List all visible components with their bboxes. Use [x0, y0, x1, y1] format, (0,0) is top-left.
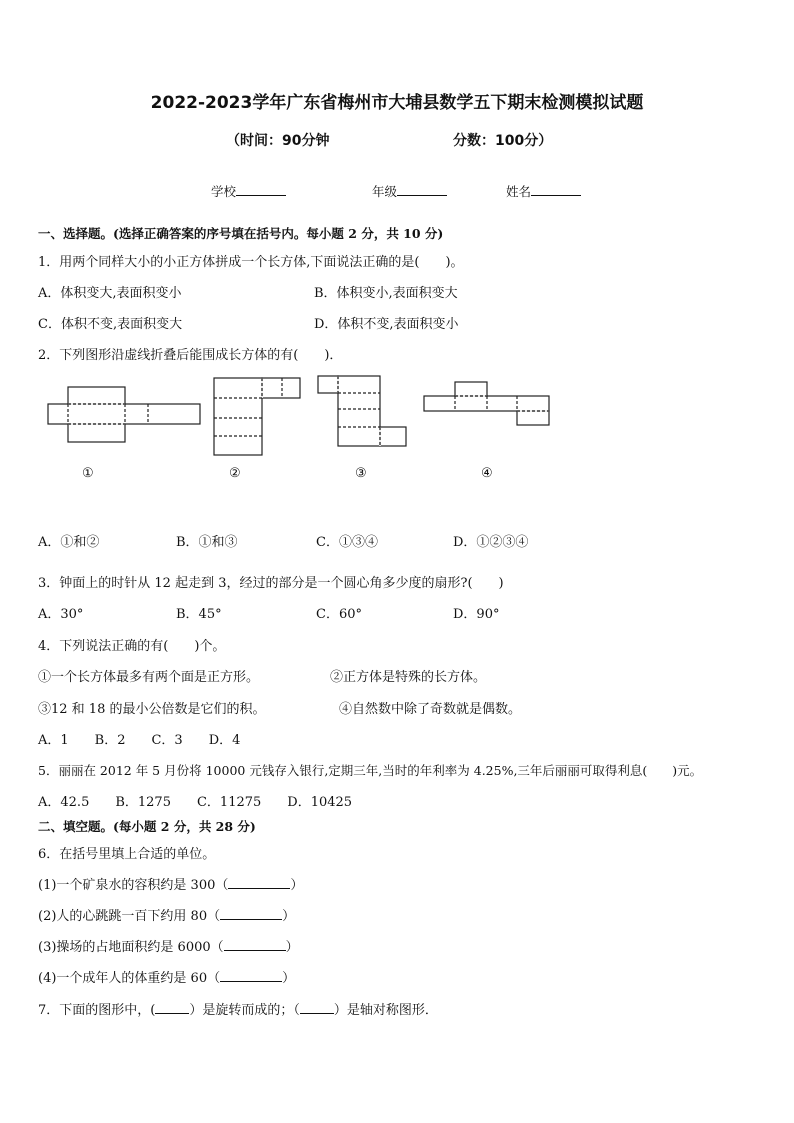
q6-item-3-text: (3)操场的占地面积约是 6000（ — [38, 940, 224, 955]
q3-option-a: A．30° — [38, 607, 84, 622]
q4-options: A．1 B．2 C．3 D．4 — [38, 733, 241, 748]
school-label: 学校 — [211, 184, 237, 199]
q2-option-a: A．①和② — [38, 535, 100, 550]
q6-item-4 — [38, 967, 295, 986]
q3-stem: 3．钟面上的时针从 12 起走到 3，经过的部分是一个圆心角多少度的扇形?( ) — [38, 576, 504, 591]
grade-label: 年级 — [372, 184, 398, 199]
net-4 — [424, 382, 549, 425]
q7-text-post: ）是轴对称图形． — [333, 1003, 438, 1018]
q6-close-3: ） — [285, 940, 299, 955]
fig-label-4: ④ — [481, 466, 493, 481]
net-3 — [318, 376, 406, 446]
q6-stem: 6．在括号里填上合适的单位。 — [38, 847, 216, 862]
q1-option-d: D．体积不变,表面积变小 — [314, 317, 459, 332]
q6-item-1-text: (1)一个矿泉水的容积约是 300（ — [38, 878, 229, 893]
q6-close-1: ） — [290, 878, 304, 893]
grade-blank — [397, 183, 447, 196]
q7-blank-2[interactable] — [300, 1001, 334, 1014]
school-blank — [236, 183, 286, 196]
name-blank — [531, 183, 581, 196]
school-field — [211, 182, 286, 200]
q7-stem — [38, 999, 438, 1018]
fig-label-3: ③ — [355, 466, 367, 481]
section1-heading: 一、选择题。(选择正确答案的序号填在括号内。每小题 2 分，共 10 分) — [38, 226, 444, 241]
score-label: 分数：100分） — [453, 133, 553, 149]
fig-label-2: ② — [229, 466, 241, 481]
q1-stem: 1．用两个同样大小的小正方体拼成一个长方体,下面说法正确的是( )。 — [38, 255, 464, 270]
q7-text-mid: ）是旋转而成的；（ — [189, 1003, 300, 1018]
q4-statement-2: ②正方体是特殊的长方体。 — [330, 670, 487, 685]
q7-text-pre: 7．下面的图形中，( — [38, 1003, 156, 1018]
q6-item-1 — [38, 874, 303, 893]
q1-option-b: B．体积变小,表面积变大 — [314, 286, 458, 301]
q6-blank-1[interactable] — [228, 876, 290, 889]
q6-close-4: ） — [282, 971, 296, 986]
q3-option-c: C．60° — [316, 607, 362, 622]
q4-statement-3: ③12 和 18 的最小公倍数是它们的积。 — [38, 702, 266, 717]
q1-option-a: A．体积变大,表面积变小 — [38, 286, 182, 301]
q2-option-d: D．①②③④ — [453, 535, 529, 550]
q2-option-c: C．①③④ — [316, 535, 378, 550]
q2-stem: 2．下列图形沿虚线折叠后能围成长方体的有( )． — [38, 348, 343, 363]
q1-option-c: C．体积不变,表面积变大 — [38, 317, 183, 332]
q6-item-2 — [38, 905, 295, 924]
name-field — [506, 182, 581, 200]
q6-close-2: ） — [282, 909, 296, 924]
name-label: 姓名 — [506, 184, 532, 199]
time-label: （时间：90分钟 — [226, 133, 330, 149]
q6-item-2-text: (2)人的心跳跳一百下约用 80（ — [38, 909, 221, 924]
page-title: 2022-2023学年广东省梅州市大埔县数学五下期末检测模拟试题 — [150, 93, 644, 113]
q4-statement-1: ①一个长方体最多有两个面是正方形。 — [38, 670, 260, 685]
section2-heading: 二、填空题。(每小题 2 分，共 28 分) — [38, 819, 256, 834]
q6-item-3 — [38, 936, 299, 955]
net-1 — [48, 387, 200, 442]
grade-field — [372, 182, 447, 200]
q2-option-b: B．①和③ — [176, 535, 238, 550]
fig-label-1: ① — [82, 466, 94, 481]
q3-option-d: D．90° — [453, 607, 500, 622]
q5-stem: 5．丽丽在 2012 年 5 月份将 10000 元钱存入银行,定期三年,当时的年利率为 4.25%,三年后丽丽可取得利息( )元。 — [38, 763, 703, 778]
net-2 — [214, 378, 300, 455]
q4-stem: 4．下列说法正确的有( )个。 — [38, 639, 226, 654]
q6-blank-4[interactable] — [220, 969, 282, 982]
q6-blank-3[interactable] — [224, 938, 286, 951]
q7-blank-1[interactable] — [155, 1001, 189, 1014]
q3-option-b: B．45° — [176, 607, 222, 622]
q6-blank-2[interactable] — [220, 907, 282, 920]
q6-item-4-text: (4)一个成年人的体重约是 60（ — [38, 971, 221, 986]
q5-options: A．42.5 B．1275 C．11275 D．10425 — [38, 795, 353, 810]
q4-statement-4: ④自然数中除了奇数就是偶数。 — [339, 702, 522, 717]
